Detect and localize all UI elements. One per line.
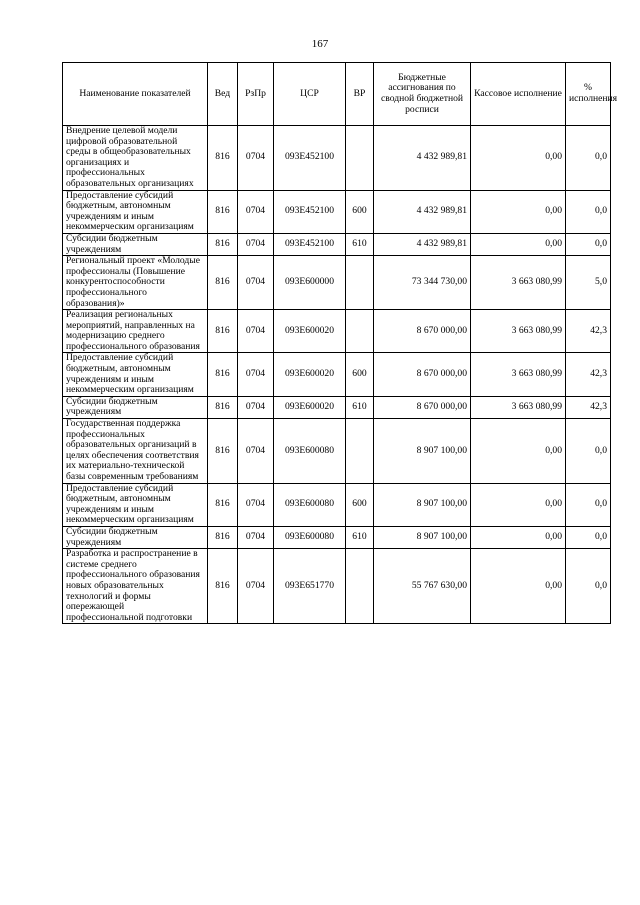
header-cash: Кассовое исполнение: [471, 63, 566, 126]
row-rzpr: 0704: [238, 353, 274, 396]
row-rzpr: 0704: [238, 549, 274, 624]
row-name: Предоставление субсидий бюджетным, автономным учреждениям и иным некоммерческим организациям: [63, 483, 208, 526]
row-ved: 816: [208, 353, 238, 396]
row-vr: [346, 549, 374, 624]
table-row: [63, 310, 611, 353]
row-percent: 0,0: [566, 419, 611, 484]
row-cash: 0,00: [471, 483, 566, 526]
row-rzpr: 0704: [238, 526, 274, 548]
row-ved: 816: [208, 233, 238, 255]
header-csr: ЦСР: [274, 63, 346, 126]
table-row: [63, 233, 611, 255]
table-header-row: [63, 63, 611, 126]
table-row: [63, 419, 611, 484]
row-percent: 42,3: [566, 396, 611, 418]
row-cash: 0,00: [471, 419, 566, 484]
table-row: [63, 549, 611, 624]
row-percent: 5,0: [566, 256, 611, 310]
row-allocations: 8 907 100,00: [374, 483, 471, 526]
row-csr: 093E600080: [274, 419, 346, 484]
row-cash: 3 663 080,99: [471, 396, 566, 418]
table-row: [63, 526, 611, 548]
row-vr: 610: [346, 396, 374, 418]
row-ved: 816: [208, 549, 238, 624]
row-csr: 093E600020: [274, 396, 346, 418]
row-ved: 816: [208, 419, 238, 484]
row-allocations: 8 907 100,00: [374, 526, 471, 548]
row-allocations: 8 670 000,00: [374, 353, 471, 396]
row-rzpr: 0704: [238, 190, 274, 233]
row-percent: 0,0: [566, 126, 611, 191]
header-allocations: Бюджетные ассигнования по сводной бюджетной росписи: [374, 63, 471, 126]
row-percent: 0,0: [566, 549, 611, 624]
row-percent: 42,3: [566, 353, 611, 396]
row-ved: 816: [208, 526, 238, 548]
row-percent: 42,3: [566, 310, 611, 353]
row-cash: 0,00: [471, 126, 566, 191]
row-vr: 610: [346, 233, 374, 255]
row-vr: 600: [346, 353, 374, 396]
row-allocations: 73 344 730,00: [374, 256, 471, 310]
header-vr: ВР: [346, 63, 374, 126]
row-allocations: 8 670 000,00: [374, 396, 471, 418]
row-name: Субсидии бюджетным учреждениям: [63, 233, 208, 255]
row-allocations: 55 767 630,00: [374, 549, 471, 624]
row-csr: 093E600080: [274, 526, 346, 548]
row-csr: 093E651770: [274, 549, 346, 624]
row-rzpr: 0704: [238, 419, 274, 484]
row-csr: 093E600000: [274, 256, 346, 310]
row-cash: 0,00: [471, 549, 566, 624]
row-csr: 093E600080: [274, 483, 346, 526]
row-allocations: 8 907 100,00: [374, 419, 471, 484]
table-row: [63, 483, 611, 526]
header-ved: Вед: [208, 63, 238, 126]
row-cash: 0,00: [471, 233, 566, 255]
header-name: Наименование показателей: [63, 63, 208, 126]
row-csr: 093E452100: [274, 126, 346, 191]
row-name: Реализация региональных мероприятий, направленных на модернизацию среднего профессионального образования: [63, 310, 208, 353]
row-rzpr: 0704: [238, 126, 274, 191]
row-percent: 0,0: [566, 483, 611, 526]
row-allocations: 4 432 989,81: [374, 190, 471, 233]
row-name: Предоставление субсидий бюджетным, автономным учреждениям и иным некоммерческим организациям: [63, 353, 208, 396]
row-cash: 3 663 080,99: [471, 256, 566, 310]
row-percent: 0,0: [566, 190, 611, 233]
table-row: [63, 190, 611, 233]
row-rzpr: 0704: [238, 233, 274, 255]
row-csr: 093E600020: [274, 353, 346, 396]
row-ved: 816: [208, 126, 238, 191]
table-row: [63, 126, 611, 191]
row-name: Разработка и распространение в системе среднего профессионального образования новых образовательных технологий и формы опережающей профессиональной подготовки: [63, 549, 208, 624]
row-allocations: 8 670 000,00: [374, 310, 471, 353]
row-name: Региональный проект «Молодые профессионалы (Повышение конкурентоспособности профессионального образования)»: [63, 256, 208, 310]
row-vr: [346, 310, 374, 353]
page-number: 167: [311, 38, 329, 50]
budget-table: [62, 62, 618, 624]
row-name: Государственная поддержка профессиональных образовательных организаций в целях обеспечения соответствия их материально-технической базы современным требованиям: [63, 419, 208, 484]
row-cash: 3 663 080,99: [471, 353, 566, 396]
row-name: Внедрение целевой модели цифровой образовательной среды в общеобразовательных организациях и профессиональных образовательных организациях: [63, 126, 208, 191]
row-vr: [346, 126, 374, 191]
row-cash: 0,00: [471, 526, 566, 548]
row-vr: [346, 256, 374, 310]
row-ved: 816: [208, 310, 238, 353]
row-cash: 3 663 080,99: [471, 310, 566, 353]
row-vr: 610: [346, 526, 374, 548]
row-rzpr: 0704: [238, 396, 274, 418]
row-name: Субсидии бюджетным учреждениям: [63, 526, 208, 548]
row-name: Субсидии бюджетным учреждениям: [63, 396, 208, 418]
row-cash: 0,00: [471, 190, 566, 233]
header-percent: % исполнения: [566, 63, 611, 126]
row-csr: 093E452100: [274, 190, 346, 233]
row-ved: 816: [208, 483, 238, 526]
row-csr: 093E452100: [274, 233, 346, 255]
table-row: [63, 353, 611, 396]
row-rzpr: 0704: [238, 483, 274, 526]
row-vr: 600: [346, 190, 374, 233]
row-ved: 816: [208, 256, 238, 310]
row-vr: 600: [346, 483, 374, 526]
row-rzpr: 0704: [238, 310, 274, 353]
row-percent: 0,0: [566, 526, 611, 548]
row-vr: [346, 419, 374, 484]
row-allocations: 4 432 989,81: [374, 233, 471, 255]
row-ved: 816: [208, 190, 238, 233]
row-ved: 816: [208, 396, 238, 418]
header-rzpr: РзПр: [238, 63, 274, 126]
row-allocations: 4 432 989,81: [374, 126, 471, 191]
row-percent: 0,0: [566, 233, 611, 255]
row-rzpr: 0704: [238, 256, 274, 310]
table-row: [63, 396, 611, 418]
table-row: [63, 256, 611, 310]
row-csr: 093E600020: [274, 310, 346, 353]
row-name: Предоставление субсидий бюджетным, автономным учреждениям и иным некоммерческим организациям: [63, 190, 208, 233]
